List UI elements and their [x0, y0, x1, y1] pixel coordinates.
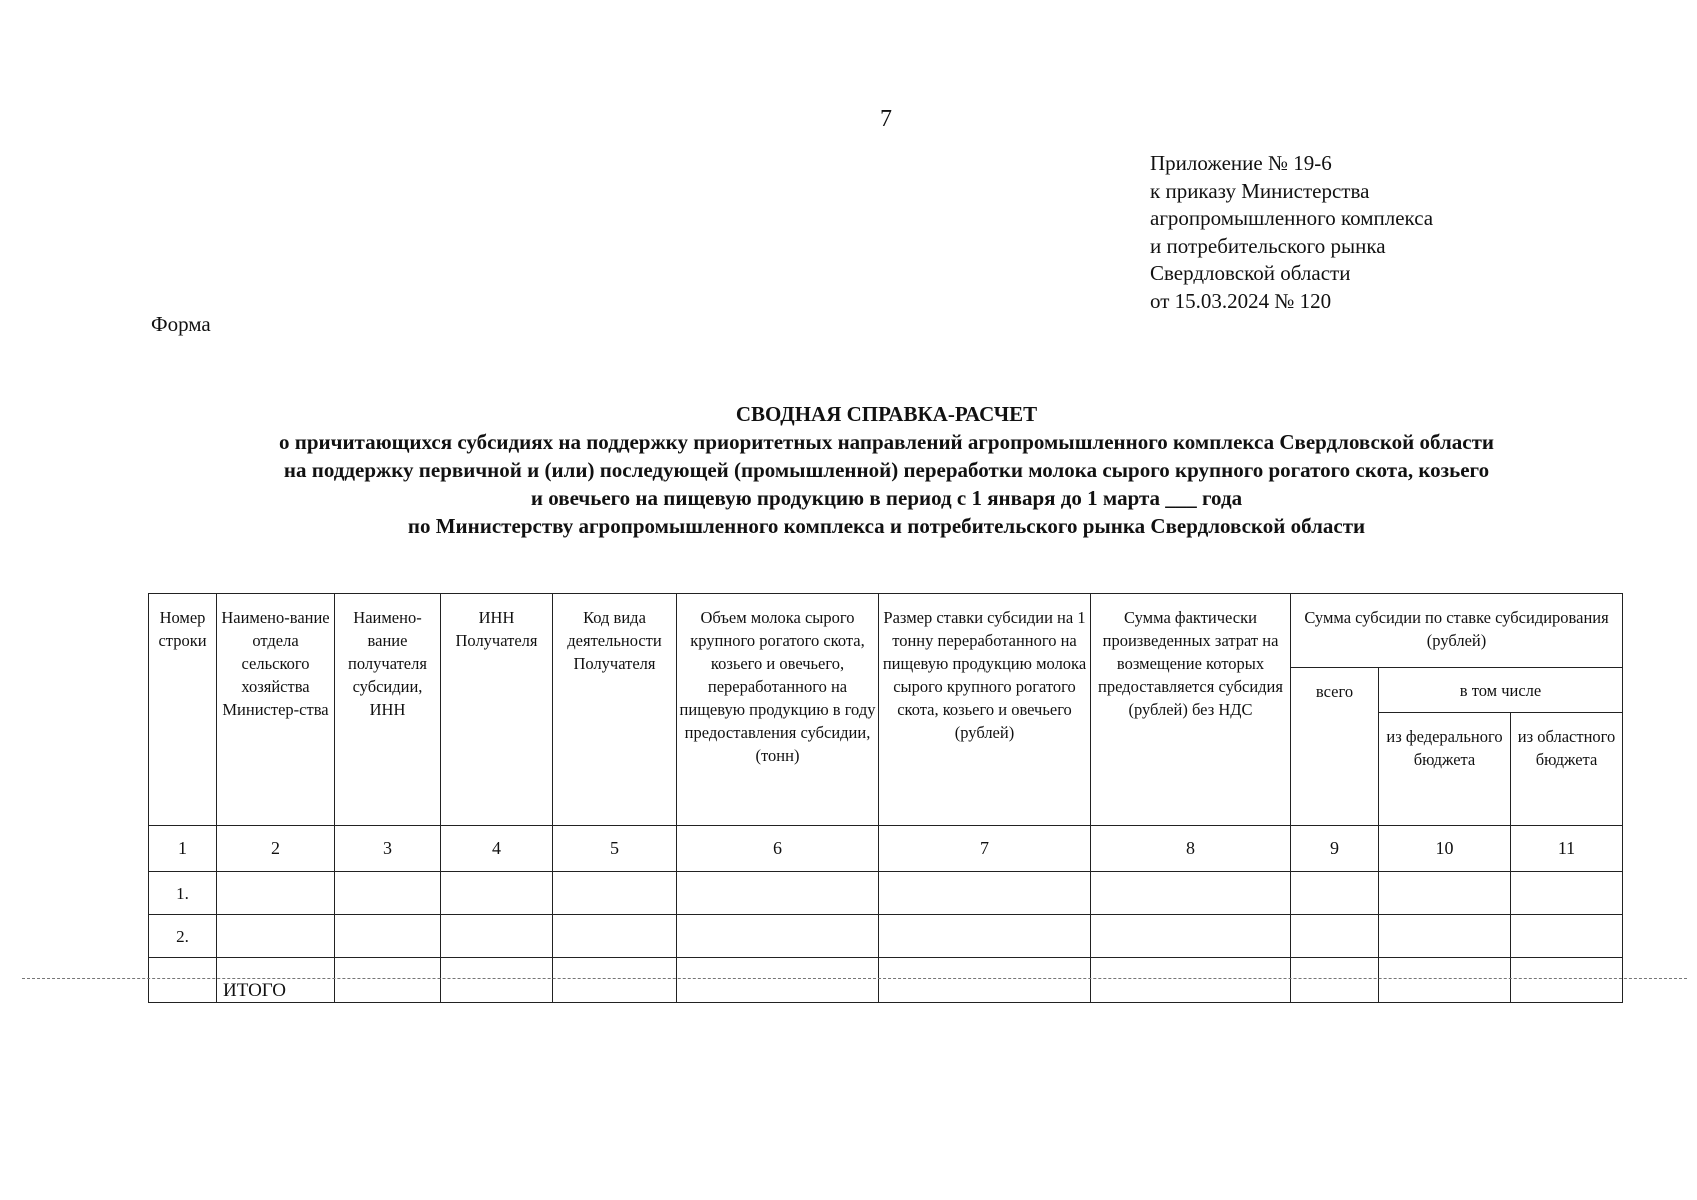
row-number: 1. — [149, 872, 217, 915]
table-cell — [441, 958, 553, 1003]
appendix-block — [1150, 150, 1433, 316]
table-cell — [553, 915, 677, 958]
document-title — [150, 400, 1623, 540]
header-milk-volume: Объем молока сырого крупного рогатого скота, козьего и овечьего, переработанного на пищевую продукцию в году предоставления субсидии, (тонн) — [677, 594, 879, 826]
appendix-line: Свердловской области — [1150, 261, 1351, 286]
column-numbers-row — [149, 826, 1623, 872]
column-number: 6 — [677, 826, 879, 872]
appendix-line: и потребительского рынка — [1150, 233, 1386, 258]
appendix-line: к приказу Министерства — [1150, 178, 1370, 203]
title-line: о причитающихся субсидиях на поддержку приоритетных направлений агропромышленного комплекса Свердловской области — [278, 430, 1495, 454]
appendix-line: от 15.03.2024 № 120 — [1150, 288, 1332, 313]
table-cell — [149, 958, 217, 1003]
table-cell — [1379, 958, 1511, 1003]
table-cell — [1091, 958, 1291, 1003]
total-row — [149, 958, 1623, 1003]
table-cell — [1511, 915, 1623, 958]
column-number: 2 — [217, 826, 335, 872]
table-cell — [677, 872, 879, 915]
table-cell — [553, 958, 677, 1003]
table-row — [149, 872, 1623, 915]
column-number: 9 — [1291, 826, 1379, 872]
table-cell — [879, 915, 1091, 958]
column-number: 5 — [553, 826, 677, 872]
header-actual-costs: Сумма фактически произведенных затрат на возмещение которых предоставляется субсидия (рублей) без НДС — [1091, 594, 1291, 826]
table-cell — [1511, 958, 1623, 1003]
column-number: 8 — [1091, 826, 1291, 872]
header-regional-budget: из областного бюджета — [1511, 713, 1623, 826]
column-number: 3 — [335, 826, 441, 872]
appendix-line: агропромышленного комплекса — [1150, 206, 1434, 231]
header-federal-budget: из федерального бюджета — [1379, 713, 1511, 826]
column-number: 1 — [149, 826, 217, 872]
table-cell — [879, 872, 1091, 915]
table-cell — [217, 872, 335, 915]
table-cell — [677, 915, 879, 958]
table-cell — [1511, 872, 1623, 915]
scan-artifact-line — [22, 978, 1687, 979]
table-cell — [335, 915, 441, 958]
header-recipient-name: Наимено-вание получателя субсидии, ИНН — [335, 594, 441, 826]
table-cell — [879, 958, 1091, 1003]
appendix-line: Приложение № 19-6 — [1150, 151, 1332, 175]
title-line: и овечьего на пищевую продукцию в период с 1 января до 1 марта ___ года — [530, 486, 1243, 510]
subsidy-table — [148, 593, 1623, 1003]
column-number: 11 — [1511, 826, 1623, 872]
table-cell — [335, 958, 441, 1003]
title-line: на поддержку первичной и (или) последующей (промышленной) переработки молока сырого крупного рогатого скота, козьего — [283, 458, 1490, 482]
header-recipient-inn: ИНН Получателя — [441, 594, 553, 826]
row-number: 2. — [149, 915, 217, 958]
table-cell — [1291, 872, 1379, 915]
total-label: ИТОГО — [217, 958, 335, 1003]
table-cell — [553, 872, 677, 915]
header-subsidy-amount: Сумма субсидии по ставке субсидирования (рублей) — [1291, 594, 1623, 668]
column-number: 4 — [441, 826, 553, 872]
header-subsidy-rate: Размер ставки субсидии на 1 тонну переработанного на пищевую продукцию молока сырого крупного рогатого скота, козьего и овечьего (рублей) — [879, 594, 1091, 826]
table-cell — [1291, 958, 1379, 1003]
title-line: по Министерству агропромышленного комплекса и потребительского рынка Свердловской области — [407, 514, 1366, 538]
header-activity-code: Код вида деятельности Получателя — [553, 594, 677, 826]
table-cell — [217, 915, 335, 958]
header-including: в том числе — [1379, 668, 1623, 713]
column-number: 10 — [1379, 826, 1511, 872]
table-cell — [677, 958, 879, 1003]
table-cell — [441, 915, 553, 958]
table-cell — [1379, 872, 1511, 915]
table-cell — [1379, 915, 1511, 958]
header-department: Наимено-вание отдела сельского хозяйства Министер-ства — [217, 594, 335, 826]
page-number: 7 — [880, 106, 892, 132]
table-row — [149, 915, 1623, 958]
table-cell — [1091, 872, 1291, 915]
column-number: 7 — [879, 826, 1091, 872]
table-cell — [335, 872, 441, 915]
header-row-number: Номер строки — [149, 594, 217, 826]
table-cell — [441, 872, 553, 915]
table-cell — [1291, 915, 1379, 958]
table-cell — [1091, 915, 1291, 958]
header-total: всего — [1291, 668, 1379, 826]
form-label: Форма — [151, 312, 211, 336]
title-heading: СВОДНАЯ СПРАВКА-РАСЧЕТ — [735, 402, 1038, 426]
